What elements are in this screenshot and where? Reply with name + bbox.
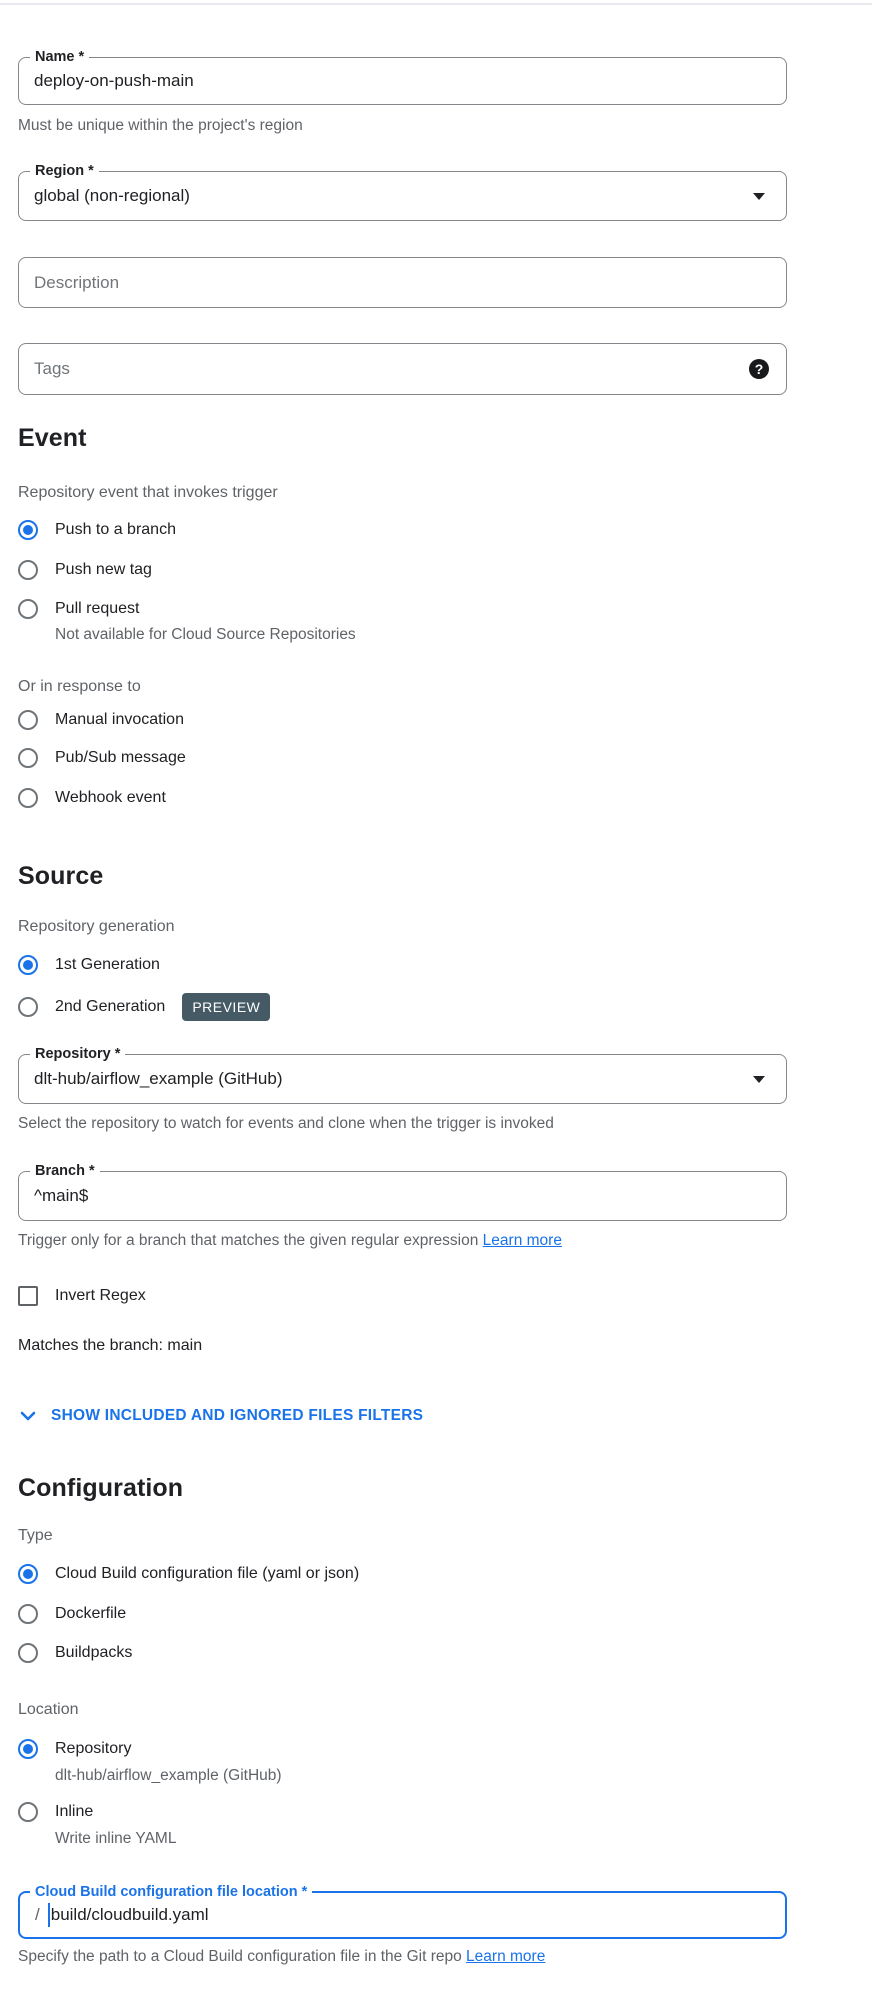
radio-label: Pull request xyxy=(55,600,140,617)
radio-label: 2nd Generation xyxy=(55,998,166,1015)
radio-label: Webhook event xyxy=(55,789,166,806)
checkbox-unchecked-icon[interactable] xyxy=(18,1286,38,1306)
repository-helper-text: Select the repository to watch for events and clone when the trigger is invoked xyxy=(18,1115,554,1132)
radio-selected-icon[interactable] xyxy=(18,1564,38,1584)
checkbox-label: Invert Regex xyxy=(55,1287,146,1304)
config-file-learn-more-link[interactable]: Learn more xyxy=(466,1948,546,1965)
location-inline-note: Write inline YAML xyxy=(55,1830,177,1847)
chevron-down-icon xyxy=(18,1406,38,1426)
source-section-heading: Source xyxy=(18,862,104,890)
name-field-label: Name * xyxy=(30,48,89,67)
radio-label: Push to a branch xyxy=(55,521,176,538)
branch-input[interactable]: ^main$ xyxy=(34,1186,89,1205)
event-section-heading: Event xyxy=(18,424,87,452)
show-filters-toggle-label: SHOW INCLUDED AND IGNORED FILES FILTERS xyxy=(51,1407,424,1424)
radio-label: Inline xyxy=(55,1803,94,1820)
radio-unselected-icon[interactable] xyxy=(18,1604,38,1624)
preview-badge: PREVIEW xyxy=(182,993,270,1021)
pull-request-note: Not available for Cloud Source Repositories xyxy=(55,626,356,643)
radio-unselected-icon[interactable] xyxy=(18,599,38,619)
radio-push-new-tag[interactable] xyxy=(18,559,787,581)
config-file-location-field[interactable] xyxy=(18,1884,787,1939)
radio-pubsub-message[interactable] xyxy=(18,747,787,769)
branch-match-note: Matches the branch: main xyxy=(18,1337,203,1354)
path-prefix: / xyxy=(35,1905,40,1924)
tags-placeholder: Tags xyxy=(34,359,70,378)
branch-field[interactable] xyxy=(18,1163,787,1221)
radio-unselected-icon[interactable] xyxy=(18,788,38,808)
radio-unselected-icon[interactable] xyxy=(18,1643,38,1663)
event-subtitle: Repository event that invokes trigger xyxy=(18,484,278,501)
create-trigger-form xyxy=(0,49,872,1966)
radio-label: 1st Generation xyxy=(55,956,160,973)
radio-webhook-event[interactable] xyxy=(18,787,787,809)
dropdown-arrow-icon xyxy=(753,193,765,200)
repository-generation-label: Repository generation xyxy=(18,918,175,935)
repository-select-label: Repository * xyxy=(30,1045,125,1064)
name-helper-text: Must be unique within the project's region xyxy=(18,117,303,134)
branch-learn-more-link[interactable]: Learn more xyxy=(482,1232,562,1249)
dropdown-arrow-icon xyxy=(753,1076,765,1083)
radio-label: Cloud Build configuration file (yaml or json) xyxy=(55,1565,360,1582)
radio-unselected-icon[interactable] xyxy=(18,710,38,730)
radio-label: Manual invocation xyxy=(55,711,184,728)
branch-helper-text xyxy=(18,1231,787,1250)
radio-label: Buildpacks xyxy=(55,1644,133,1661)
location-repository-note: dlt-hub/airflow_example (GitHub) xyxy=(55,1767,282,1784)
radio-buildpacks[interactable] xyxy=(18,1642,787,1664)
radio-2nd-generation[interactable] xyxy=(18,992,787,1022)
type-label: Type xyxy=(18,1527,53,1544)
config-file-helper-body: Specify the path to a Cloud Build configuration file in the Git repo xyxy=(18,1948,467,1965)
radio-label: Dockerfile xyxy=(55,1605,127,1622)
config-file-location-label: Cloud Build configuration file location * xyxy=(30,1883,312,1902)
description-field[interactable] xyxy=(18,257,787,308)
radio-location-repository[interactable] xyxy=(18,1738,787,1760)
radio-label: Pub/Sub message xyxy=(55,749,186,766)
radio-dockerfile[interactable] xyxy=(18,1603,787,1625)
radio-location-inline[interactable] xyxy=(18,1801,787,1823)
name-field[interactable] xyxy=(18,49,787,105)
radio-push-to-a-branch[interactable] xyxy=(18,519,787,541)
or-in-response-label: Or in response to xyxy=(18,678,141,695)
radio-unselected-icon[interactable] xyxy=(18,997,38,1017)
radio-label: Push new tag xyxy=(55,561,152,578)
config-file-helper-text xyxy=(18,1947,787,1966)
radio-unselected-icon[interactable] xyxy=(18,1802,38,1822)
description-placeholder: Description xyxy=(34,272,120,292)
repository-select-value: dlt-hub/airflow_example (GitHub) xyxy=(34,1069,283,1088)
invert-regex-checkbox-row[interactable] xyxy=(18,1285,787,1307)
help-icon[interactable]: ? xyxy=(749,359,769,379)
branch-helper-body: Trigger only for a branch that matches the given regular expression xyxy=(18,1232,483,1249)
radio-selected-icon[interactable] xyxy=(18,520,38,540)
show-filters-toggle[interactable] xyxy=(18,1406,787,1426)
text-caret xyxy=(48,1903,50,1927)
repository-select[interactable] xyxy=(18,1046,787,1104)
radio-cloud-build-config-file[interactable] xyxy=(18,1563,787,1585)
radio-label: Repository xyxy=(55,1740,132,1757)
name-input[interactable]: deploy-on-push-main xyxy=(34,71,194,90)
radio-pull-request[interactable] xyxy=(18,598,787,620)
radio-selected-icon[interactable] xyxy=(18,1739,38,1759)
region-select[interactable] xyxy=(18,163,787,221)
region-select-label: Region * xyxy=(30,162,99,181)
branch-field-label: Branch * xyxy=(30,1162,100,1181)
configuration-section-heading: Configuration xyxy=(18,1474,184,1502)
region-select-value: global (non-regional) xyxy=(34,186,190,205)
radio-manual-invocation[interactable] xyxy=(18,709,787,731)
radio-unselected-icon[interactable] xyxy=(18,748,38,768)
tags-field[interactable] xyxy=(18,343,787,395)
radio-1st-generation[interactable] xyxy=(18,954,787,976)
location-label: Location xyxy=(18,1701,79,1718)
radio-selected-icon[interactable] xyxy=(18,955,38,975)
top-divider xyxy=(0,3,872,5)
radio-unselected-icon[interactable] xyxy=(18,560,38,580)
config-file-location-value: build/cloudbuild.yaml xyxy=(50,1905,209,1924)
